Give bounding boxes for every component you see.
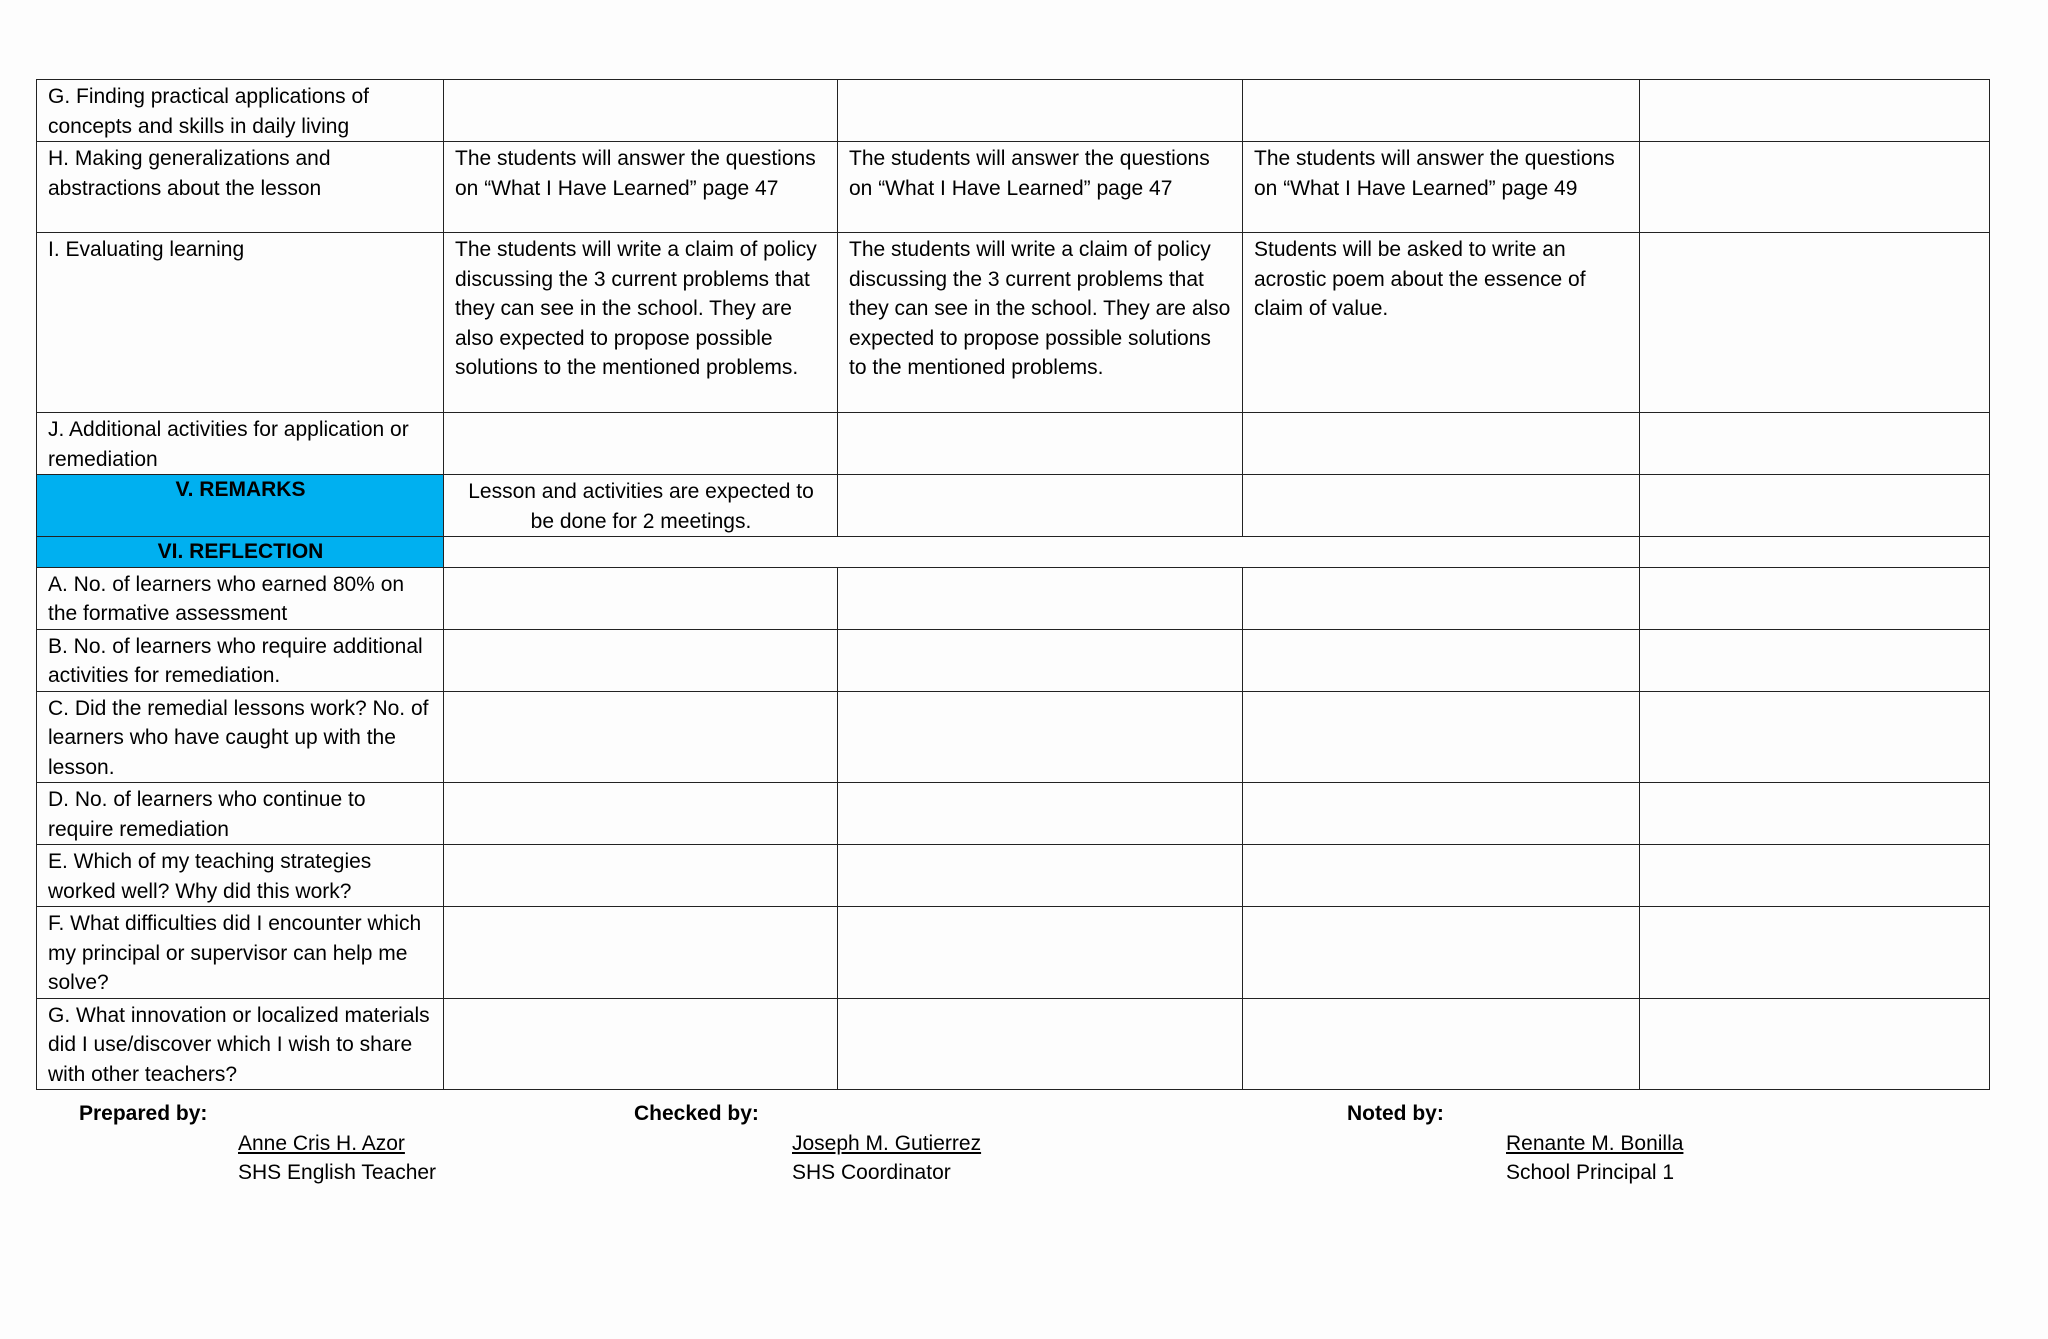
table-cell	[1243, 475, 1640, 537]
reflection-label: A. No. of learners who earned 80% on the formative assessment	[37, 567, 444, 629]
table-cell	[1640, 567, 1990, 629]
table-row	[37, 413, 1990, 475]
table-row	[37, 629, 1990, 691]
checked-by-name: Joseph M. Gutierrez	[792, 1132, 982, 1155]
prepared-by-name: Anne Cris H. Azor	[238, 1132, 405, 1155]
table-cell	[838, 629, 1243, 691]
procedure-label: I. Evaluating learning	[37, 233, 444, 413]
table-row	[37, 80, 1990, 142]
procedure-label: J. Additional activities for application or remediation	[37, 413, 444, 475]
table-cell	[1243, 907, 1640, 999]
remarks-cell: Lesson and activities are expected to be done for 2 meetings.	[444, 475, 838, 537]
table-cell	[1243, 845, 1640, 907]
table-row	[37, 233, 1990, 413]
table-cell	[444, 783, 838, 845]
table-cell: Students will be asked to write an acrostic poem about the essence of claim of value.	[1243, 233, 1640, 413]
reflection-label: B. No. of learners who require additional activities for remediation.	[37, 629, 444, 691]
table-cell	[1640, 691, 1990, 783]
table-cell	[1640, 80, 1990, 142]
table-cell	[1640, 475, 1990, 537]
table-row	[37, 845, 1990, 907]
table-cell	[838, 845, 1243, 907]
table-cell	[1640, 783, 1990, 845]
prepared-by-label: Prepared by:	[79, 1102, 208, 1125]
table-cell	[1640, 845, 1990, 907]
table-cell	[1243, 567, 1640, 629]
table-cell	[1243, 80, 1640, 142]
table-cell	[1640, 142, 1990, 233]
table-cell	[444, 907, 838, 999]
table-cell	[444, 413, 838, 475]
noted-by-label: Noted by:	[1347, 1102, 1444, 1125]
reflection-label: F. What difficulties did I encounter which my principal or supervisor can help me solve?	[37, 907, 444, 999]
remarks-header: V. REMARKS	[37, 475, 444, 537]
table-cell: The students will answer the questions on “What I Have Learned” page 49	[1243, 142, 1640, 233]
table-cell	[838, 567, 1243, 629]
table-cell	[444, 845, 838, 907]
table-cell: The students will answer the questions on “What I Have Learned” page 47	[838, 142, 1243, 233]
table-cell	[1640, 413, 1990, 475]
table-row	[37, 783, 1990, 845]
table-cell	[838, 907, 1243, 999]
table-cell	[838, 80, 1243, 142]
table-cell	[444, 537, 1640, 568]
table-cell	[444, 567, 838, 629]
reflection-label: C. Did the remedial lessons work? No. of learners who have caught up with the lesson.	[37, 691, 444, 783]
table-row	[37, 142, 1990, 233]
table-cell	[1640, 998, 1990, 1090]
table-cell: The students will answer the questions on “What I Have Learned” page 47	[444, 142, 838, 233]
reflection-label: D. No. of learners who continue to require remediation	[37, 783, 444, 845]
table-cell	[1243, 691, 1640, 783]
table-cell	[838, 691, 1243, 783]
table-cell	[1640, 907, 1990, 999]
noted-by-title: School Principal 1	[1506, 1161, 1675, 1184]
procedure-label: H. Making generalizations and abstractions about the lesson	[37, 142, 444, 233]
table-row	[37, 691, 1990, 783]
reflection-header: VI. REFLECTION	[37, 537, 444, 568]
reflection-label: E. Which of my teaching strategies worked well? Why did this work?	[37, 845, 444, 907]
table-row	[37, 998, 1990, 1090]
checked-by-title: SHS Coordinator	[792, 1161, 951, 1184]
table-cell	[838, 475, 1243, 537]
table-cell	[1640, 629, 1990, 691]
table-cell	[444, 998, 838, 1090]
table-cell	[444, 80, 838, 142]
table-cell	[1243, 783, 1640, 845]
table-row	[37, 907, 1990, 999]
table-cell	[1243, 629, 1640, 691]
noted-by-name: Renante M. Bonilla	[1506, 1132, 1684, 1155]
table-cell	[838, 783, 1243, 845]
table-cell	[1640, 233, 1990, 413]
checked-by-label: Checked by:	[634, 1102, 759, 1125]
table-cell: The students will write a claim of policy discussing the 3 current problems that they can see in the school. They are also expected to propose possible solutions to the mentioned problems.	[444, 233, 838, 413]
lesson-plan-table	[36, 79, 1990, 1090]
table-cell: The students will write a claim of policy discussing the 3 current problems that they can see in the school. They are also expected to propose possible solutions to the mentioned problems.	[838, 233, 1243, 413]
reflection-header-row	[37, 537, 1990, 568]
reflection-label: G. What innovation or localized materials did I use/discover which I wish to share with other teachers?	[37, 998, 444, 1090]
table-cell	[1243, 998, 1640, 1090]
table-cell	[838, 998, 1243, 1090]
remarks-row	[37, 475, 1990, 537]
table-cell	[444, 629, 838, 691]
table-cell	[444, 691, 838, 783]
table-cell	[1640, 537, 1990, 568]
table-cell	[838, 413, 1243, 475]
prepared-by-title: SHS English Teacher	[238, 1161, 437, 1184]
table-cell	[1243, 413, 1640, 475]
table-row	[37, 567, 1990, 629]
procedure-label: G. Finding practical applications of concepts and skills in daily living	[37, 80, 444, 142]
